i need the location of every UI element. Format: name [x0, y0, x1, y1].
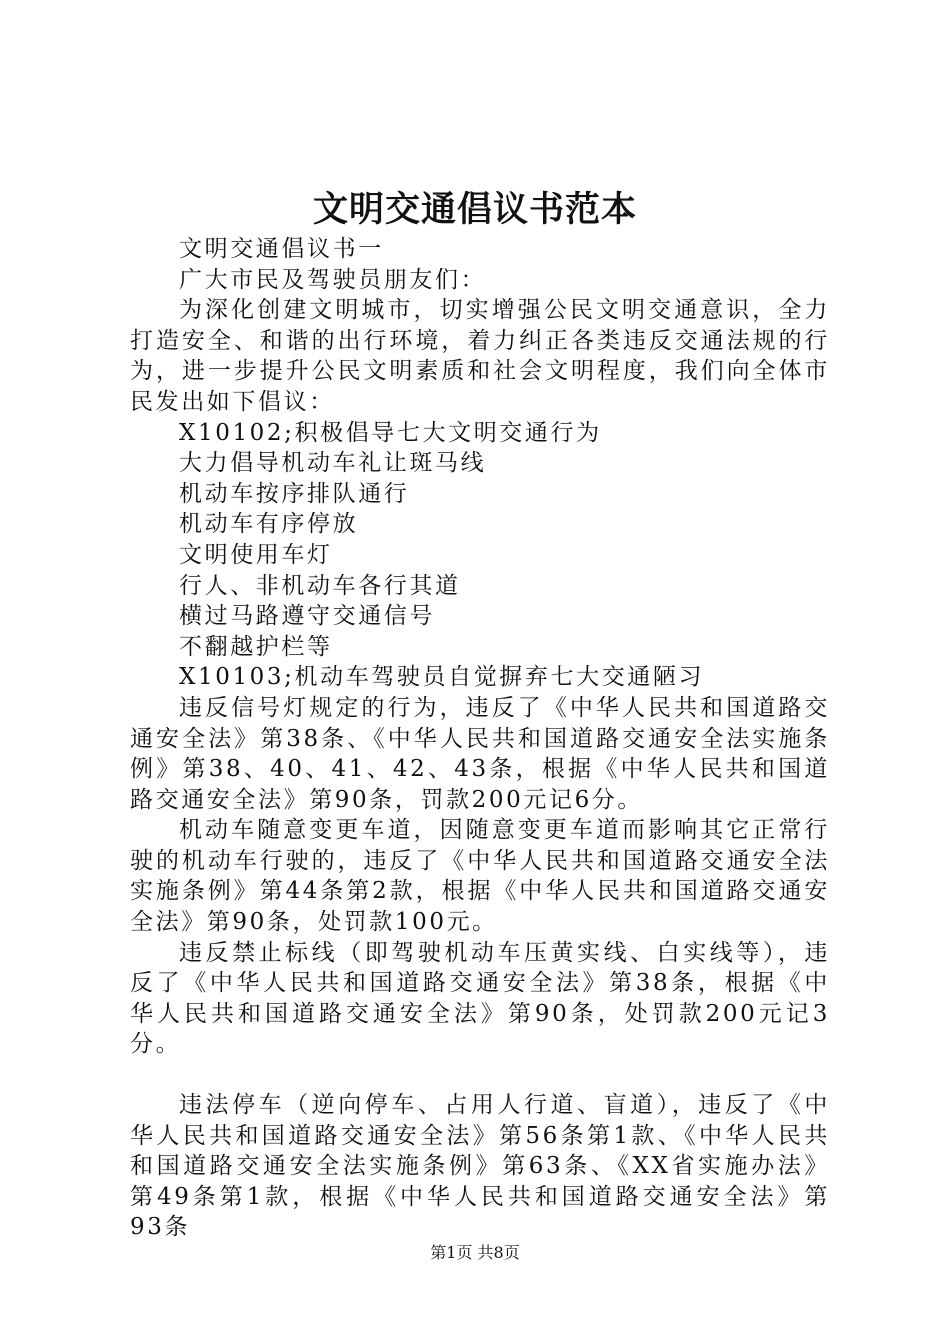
paragraph-intro: 为深化创建文明城市，切实增强公民文明交通意识，全力打造安全、和谐的出行环境，着力纠正各类违反交通法规的行为，进一步提升公民文明素质和社会文明程度，我们向全体市民发出如下倡议：	[130, 297, 830, 415]
list-item: 机动车按序排队通行	[179, 480, 410, 507]
section-heading-bad-habits: X10103;机动车驾驶员自觉摒弃七大交通陋习	[179, 664, 705, 691]
paragraph-illegal-parking: 违法停车（逆向停车、占用人行道、盲道），违反了《中华人民共和国道路交通安全法》第56条第1款、《中华人民共和国道路交通安全法实施条例》第63条、《XX省实施办法》第49条第1款，根据《中华人民共和国道路交通安全法》第93条	[130, 1092, 830, 1241]
list-item: 大力倡导机动车礼让斑马线	[179, 450, 487, 477]
paragraph-signal-violation: 违反信号灯规定的行为，违反了《中华人民共和国道路交通安全法》第38条、《中华人民共和国道路交通安全法实施条例》第38、40、41、42、43条，根据《中华人民共和国道路交通安全法》第90条，罚款200元记6分。	[130, 694, 830, 813]
list-item: 不翻越护栏等	[179, 633, 333, 660]
paragraph-heading: 文明交通倡议书一	[179, 236, 384, 262]
paragraph-salutation: 广大市民及驾驶员朋友们：	[179, 266, 487, 293]
paragraph-lane-change: 机动车随意变更车道，因随意变更车道而影响其它正常行驶的机动车行驶的，违反了《中华人民共和国道路交通安全法实施条例》第44条第2款，根据《中华人民共和国道路交通安全法》第90条，处罚款100元。	[130, 817, 830, 936]
paragraph-marking-violation: 违反禁止标线（即驾驶机动车压黄实线、白实线等），违反了《中华人民共和国道路交通安全法》第38条，根据《中华人民共和国道路交通安全法》第90条，处罚款200元记3分。	[130, 939, 830, 1058]
section-heading-behaviors: X10102;积极倡导七大文明交通行为	[179, 419, 602, 446]
list-item: 机动车有序停放	[179, 511, 359, 538]
document-title: 文明交通倡议书范本	[312, 189, 637, 230]
list-item: 横过马路遵守交通信号	[179, 603, 435, 630]
list-item: 文明使用车灯	[179, 541, 333, 568]
document-body	[130, 234, 830, 1243]
page-footer: 第1页 共8页	[430, 1243, 520, 1262]
list-item: 行人、非机动车各行其道	[179, 572, 461, 599]
